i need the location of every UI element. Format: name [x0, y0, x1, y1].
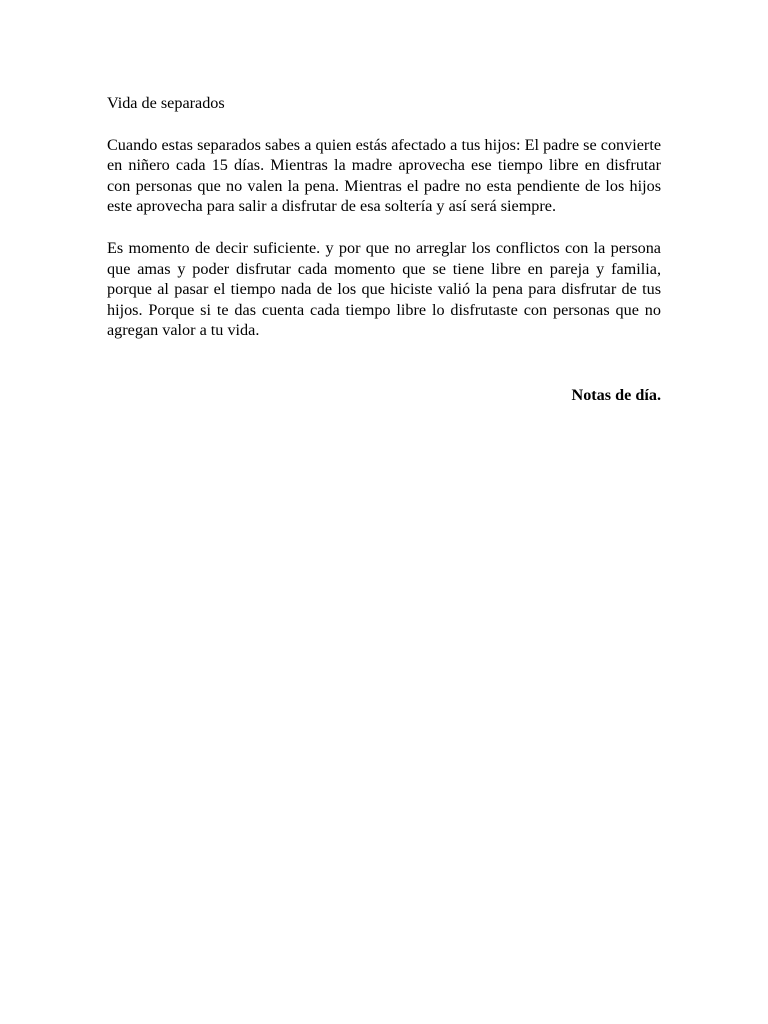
document-body	[107, 93, 661, 406]
signature: Notas de día.	[571, 385, 661, 404]
paragraph-1: Cuando estas separados sabes a quien estás afectado a tus hijos: El padre se convierte en niñero cada 15 días. Mientras la madre aprovecha ese tiempo libre en disfrutar con personas que no valen la pena. Mientras el padre no esta pendiente de los hijos este aprovecha para salir a disfrutar de esa soltería y así será siempre.	[107, 135, 661, 216]
paragraph-2: Es momento de decir suficiente. y por que no arreglar los conflictos con la persona que amas y poder disfrutar cada momento que se tiene libre en pareja y familia, porque al pasar el tiempo nada de los que hiciste valió la pena para disfrutar de tus hijos. Porque si te das cuenta cada tiempo libre lo disfrutaste con personas que no agregan valor a tu vida.	[107, 238, 661, 340]
document-title: Vida de separados	[107, 94, 225, 112]
